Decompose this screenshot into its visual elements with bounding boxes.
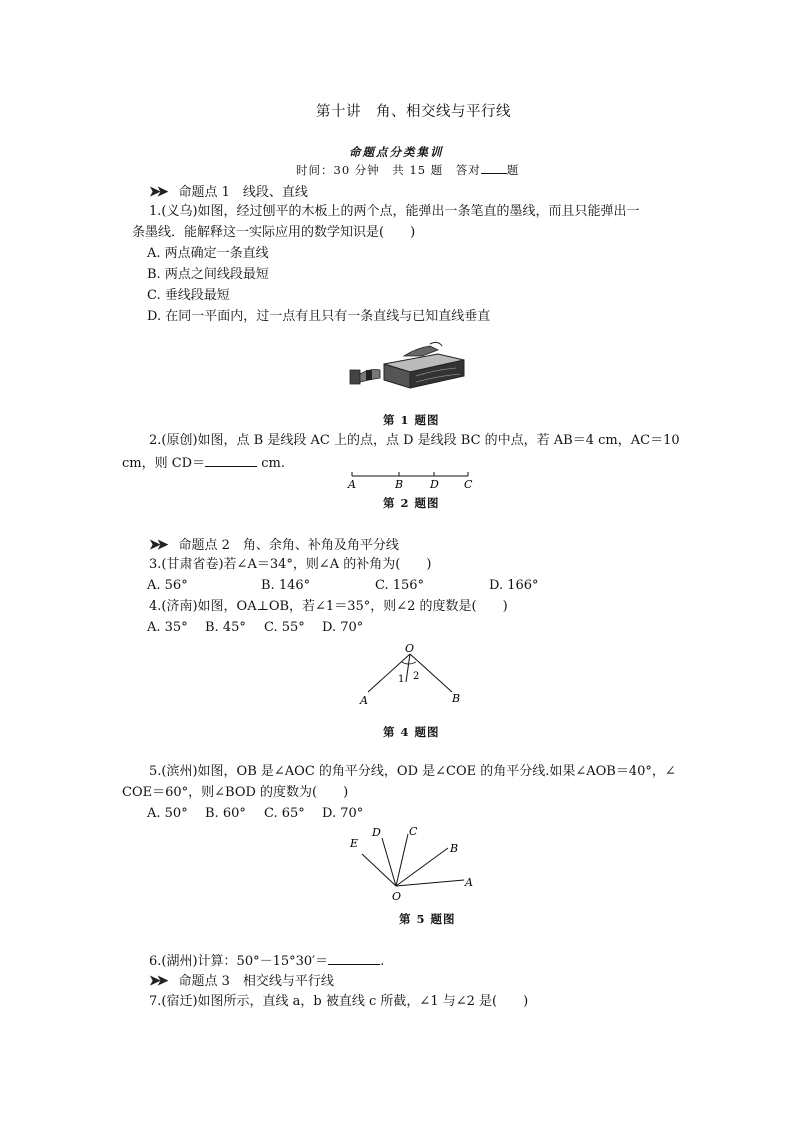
double-arrow-icon: ➤➤ [149,537,165,553]
label-b: B [452,692,461,705]
angle-figure-5 [344,824,480,906]
section-label: 命题点 1 线段、直线 [178,185,308,200]
answer-count-blank[interactable] [481,161,507,174]
label-a: A [465,876,473,889]
plank-figure [346,336,472,396]
double-arrow-icon: ➤➤ [149,973,165,989]
question-5-option-b[interactable]: B. 60° [205,806,246,821]
question-1-option-d[interactable]: D. 在同一平面内，过一点有且只有一条直线与已知直线垂直 [147,309,491,324]
page-title: 第十讲 角、相交线与平行线 [316,104,511,120]
question-7-stem: 7.(宿迁)如图所示，直线 a，b 被直线 c 所截，∠1 与∠2 是( ) [149,994,529,1009]
label-b: B [450,842,459,855]
section-heading-1 [149,184,308,201]
question-5-line-1: 5.(滨州)如图，OB 是∠AOC 的角平分线，OD 是∠COE 的角平分线.如果∠AOB＝40°，∠ [149,764,676,779]
ray-oa [368,654,410,692]
question-4-option-d[interactable]: D. 70° [322,620,364,635]
question-1-option-a[interactable]: A. 两点确定一条直线 [147,246,269,261]
question-3-option-d[interactable]: D. 166° [489,578,539,593]
question-6-prefix: 6.(湖州)计算：50°－15°30′＝ [149,954,329,969]
point-c-label: C [464,478,473,491]
section-subtitle: 命题点分类集训 [349,145,444,159]
figure-2-caption: 第 2 题图 [383,496,440,510]
label-o: O [405,642,415,655]
question-2-suffix: cm. [257,456,285,471]
answer-blank[interactable] [328,952,380,965]
question-4-stem: 4.(济南)如图，OA⊥OB，若∠1＝35°，则∠2 的度数是( ) [149,599,508,614]
time-line [296,161,519,178]
question-4-option-c[interactable]: C. 55° [264,620,305,635]
figure-5-caption: 第 5 题图 [399,912,456,926]
angle-figure-4 [356,640,466,710]
question-3-option-c[interactable]: C. 156° [375,578,425,593]
question-5-option-c[interactable]: C. 65° [264,806,305,821]
section-label: 命题点 2 角、余角、补角及角平分线 [178,538,399,553]
label-c: C [409,825,418,838]
label-angle-1: 1 [398,674,405,685]
point-a-label: A [348,478,356,491]
section-heading-3 [149,973,334,990]
question-1-line-1: 1.(义乌)如图，经过刨平的木板上的两个点，能弹出一条笔直的墨线，而且只能弹出一 [149,204,640,219]
question-3-option-b[interactable]: B. 146° [261,578,311,593]
segment-figure [342,470,478,492]
question-2-line-2 [122,454,285,472]
time-prefix: 时间：30 分钟 共 15 题 答对 [296,163,481,177]
label-d: D [372,826,381,839]
section-label: 命题点 3 相交线与平行线 [178,974,334,989]
question-5-line-2: COE＝60°，则∠BOD 的度数为( ) [122,785,349,800]
figure-4-caption: 第 4 题图 [383,725,440,739]
question-6 [149,952,384,970]
ray-middle [406,654,410,682]
question-5-option-a[interactable]: A. 50° [147,806,188,821]
question-1-option-b[interactable]: B. 两点之间线段最短 [147,267,269,282]
point-b-label: B [395,478,404,491]
question-1-line-2: 条墨线．能解释这一实际应用的数学知识是( ) [132,225,416,240]
question-4-option-b[interactable]: B. 45° [205,620,246,635]
question-6-suffix: . [380,954,385,969]
question-2-prefix: cm，则 CD＝ [122,456,206,471]
question-3-stem: 3.(甘肃省卷)若∠A＝34°，则∠A 的补角为( ) [149,557,432,572]
section-heading-2 [149,537,399,554]
question-3-option-a[interactable]: A. 56° [147,578,188,593]
label-a: A [360,694,368,707]
label-e: E [350,837,359,850]
question-4-option-a[interactable]: A. 35° [147,620,188,635]
ray-oa [396,880,464,886]
question-5-option-d[interactable]: D. 70° [322,806,364,821]
question-2-line-1: 2.(原创)如图，点 B 是线段 AC 上的点，点 D 是线段 BC 的中点，若 AB＝4 cm，AC＝10 [149,433,680,448]
label-angle-2: 2 [413,671,420,682]
figure-1-caption: 第 1 题图 [383,413,440,427]
double-arrow-icon: ➤➤ [149,184,165,200]
time-suffix: 题 [506,163,520,177]
label-o: O [392,890,402,903]
answer-blank[interactable] [205,454,257,467]
question-1-option-c[interactable]: C. 垂线段最短 [147,288,230,303]
point-d-label: D [430,478,439,491]
